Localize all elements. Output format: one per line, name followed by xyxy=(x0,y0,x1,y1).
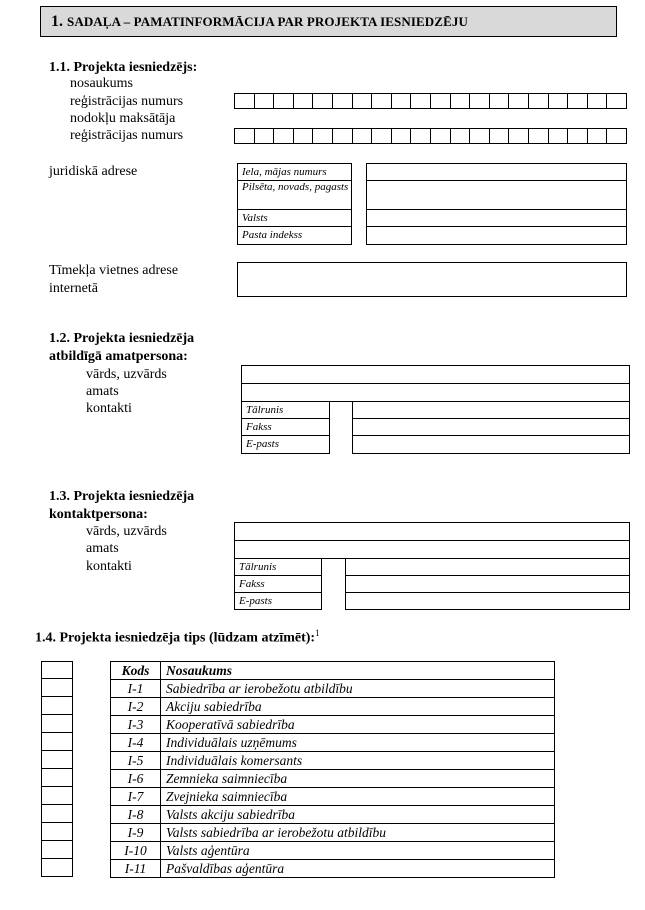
address-country-label-cell xyxy=(237,209,352,227)
section-title: SADAĻA – PAMATINFORMĀCIJA PAR PROJEKTA IESNIEDZĒJU xyxy=(67,13,468,29)
s12-heading-2: atbildīgā amatpersona: xyxy=(49,349,188,364)
type-name: Pašvaldības aģentūra xyxy=(161,860,555,878)
s12-email-label-cell xyxy=(241,435,330,454)
type-code: I-5 xyxy=(111,752,161,770)
s14-heading-text: 1.4. Projekta iesniedzēja tips (lūdzam atzīmēt): xyxy=(35,630,316,646)
type-table-row xyxy=(111,752,555,770)
s13-phone-label-cell xyxy=(234,558,322,576)
type-table-row xyxy=(111,734,555,752)
s12-phone-label: Tālrunis xyxy=(246,404,284,416)
type-code: I-2 xyxy=(111,698,161,716)
web-address-input[interactable] xyxy=(237,262,627,297)
s13-heading-1: 1.3. Projekta iesniedzēja xyxy=(49,489,195,504)
type-name: Valsts aģentūra xyxy=(161,842,555,860)
type-table-row xyxy=(111,860,555,878)
type-table-row xyxy=(111,698,555,716)
address-city-label-cell xyxy=(237,180,352,210)
type-table-header xyxy=(111,662,555,680)
s12-email-input[interactable] xyxy=(352,435,630,454)
address-street-input[interactable] xyxy=(366,163,627,181)
s12-position-input[interactable] xyxy=(241,383,630,402)
s13-name-input[interactable] xyxy=(234,522,630,541)
type-code: I-6 xyxy=(111,770,161,788)
address-city-label: Pilsēta, novads, pagasts xyxy=(242,181,349,193)
s13-email-label-cell xyxy=(234,592,322,610)
col-code-header: Kods xyxy=(111,662,161,680)
type-checkbox[interactable] xyxy=(41,679,73,697)
type-code: I-8 xyxy=(111,806,161,824)
s12-fax-label: Fakss xyxy=(246,421,272,433)
type-name: Zvejnieka saimniecība xyxy=(161,788,555,806)
type-checkbox[interactable] xyxy=(41,697,73,715)
web-label-2: internetā xyxy=(49,281,98,296)
address-street-label: Iela, mājas numurs xyxy=(242,166,327,178)
s12-phone-input[interactable] xyxy=(352,401,630,419)
type-table-row xyxy=(111,716,555,734)
s11-tax-reg-label: reģistrācijas numurs xyxy=(70,128,184,143)
s13-contacts-label: kontakti xyxy=(86,559,132,574)
web-label-1: Tīmekļa vietnes adrese xyxy=(49,263,179,278)
type-checkbox[interactable] xyxy=(41,787,73,805)
address-country-label: Valsts xyxy=(242,212,268,224)
address-city-input[interactable] xyxy=(366,180,627,210)
s12-fax-input[interactable] xyxy=(352,418,630,436)
type-table xyxy=(110,661,555,878)
type-checkbox[interactable] xyxy=(41,805,73,823)
s11-tax-label: nodokļu maksātāja xyxy=(70,111,176,126)
type-code: I-11 xyxy=(111,860,161,878)
section-number: 1. xyxy=(51,12,63,30)
s12-name-input[interactable] xyxy=(241,365,630,384)
s13-phone-label: Tālrunis xyxy=(239,561,277,573)
type-checkbox-header xyxy=(41,661,73,679)
s13-phone-input[interactable] xyxy=(345,558,630,576)
type-name: Sabiedrība ar ierobežotu atbildību xyxy=(161,680,555,698)
s13-email-input[interactable] xyxy=(345,592,630,610)
address-postal-label: Pasta indekss xyxy=(242,229,303,241)
col-name-header: Nosaukums xyxy=(161,662,555,680)
type-checkbox[interactable] xyxy=(41,751,73,769)
type-code: I-1 xyxy=(111,680,161,698)
type-table-row xyxy=(111,770,555,788)
s13-fax-input[interactable] xyxy=(345,575,630,593)
s12-name-label: vārds, uzvārds xyxy=(86,367,167,382)
type-name: Individuālais komersants xyxy=(161,752,555,770)
type-checkbox[interactable] xyxy=(41,859,73,877)
s14-heading xyxy=(35,628,320,647)
type-checkbox[interactable] xyxy=(41,823,73,841)
s13-fax-label-cell xyxy=(234,575,322,593)
s13-fax-label: Fakss xyxy=(239,578,265,590)
type-checkbox[interactable] xyxy=(41,841,73,859)
s12-heading-1: 1.2. Projekta iesniedzēja xyxy=(49,331,195,346)
reg-number-cells[interactable] xyxy=(234,93,627,109)
s11-heading: 1.1. Projekta iesniedzējs: xyxy=(49,60,198,75)
type-table-row xyxy=(111,824,555,842)
checkbox-column xyxy=(41,661,73,877)
type-name: Valsts akciju sabiedrība xyxy=(161,806,555,824)
type-name: Zemnieka saimniecība xyxy=(161,770,555,788)
type-table-row xyxy=(111,680,555,698)
s13-position-label: amats xyxy=(86,541,119,556)
address-street-label-cell xyxy=(237,163,352,181)
type-table-row xyxy=(111,842,555,860)
s12-contacts-label: kontakti xyxy=(86,401,132,416)
address-label: juridiskā adrese xyxy=(49,164,138,179)
type-code: I-10 xyxy=(111,842,161,860)
s13-position-input[interactable] xyxy=(234,540,630,559)
type-name: Akciju sabiedrība xyxy=(161,698,555,716)
type-code: I-4 xyxy=(111,734,161,752)
type-code: I-9 xyxy=(111,824,161,842)
type-code: I-7 xyxy=(111,788,161,806)
type-table-row xyxy=(111,806,555,824)
s13-heading-2: kontaktpersona: xyxy=(49,507,148,522)
address-postal-input[interactable] xyxy=(366,226,627,245)
s12-email-label: E-pasts xyxy=(246,438,279,450)
section-header xyxy=(40,6,617,37)
type-checkbox[interactable] xyxy=(41,715,73,733)
type-code: I-3 xyxy=(111,716,161,734)
s13-name-label: vārds, uzvārds xyxy=(86,524,167,539)
type-name: Kooperatīvā sabiedrība xyxy=(161,716,555,734)
type-table-row xyxy=(111,788,555,806)
type-name: Individuālais uzņēmums xyxy=(161,734,555,752)
type-table-wrap xyxy=(110,661,555,878)
s14-footnote: 1 xyxy=(315,628,320,638)
s11-reg-label: reģistrācijas numurs xyxy=(70,94,184,109)
s12-phone-label-cell xyxy=(241,401,330,419)
address-country-input[interactable] xyxy=(366,209,627,227)
s12-fax-label-cell xyxy=(241,418,330,436)
s12-position-label: amats xyxy=(86,384,119,399)
type-checkbox[interactable] xyxy=(41,733,73,751)
s11-name-label: nosaukums xyxy=(70,76,133,91)
tax-reg-number-cells[interactable] xyxy=(234,128,627,144)
type-checkbox[interactable] xyxy=(41,769,73,787)
address-postal-label-cell xyxy=(237,226,352,245)
type-name: Valsts sabiedrība ar ierobežotu atbildību xyxy=(161,824,555,842)
s13-email-label: E-pasts xyxy=(239,595,272,607)
